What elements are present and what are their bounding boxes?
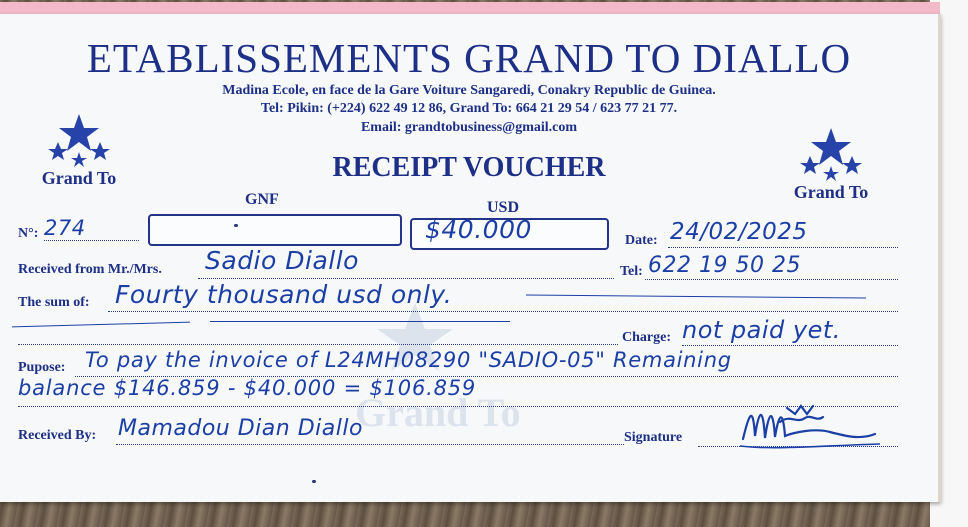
- received-from-label: Received from Mr./Mrs.: [18, 262, 162, 277]
- stars-logo-icon: [796, 126, 866, 182]
- date-value: 24/02/2025: [670, 219, 808, 245]
- sum-value: Fourty thousand usd only.: [115, 280, 453, 309]
- stars-logo-icon: [44, 112, 114, 168]
- logo-left-text: Grand To: [41, 168, 117, 188]
- logo-left: [14, 112, 144, 189]
- ink-speck: [234, 224, 238, 227]
- tel-value: 622 19 50 25: [648, 253, 801, 278]
- logo-right-text: Grand To: [793, 182, 869, 202]
- company-name: ETABLISSEMENTS GRAND TO DIALLO: [86, 35, 852, 81]
- purpose-label: Pupose:: [18, 360, 66, 375]
- date-dots: [668, 247, 898, 248]
- sum-label: The sum of:: [18, 295, 90, 310]
- charge-value: not paid yet.: [682, 316, 841, 344]
- received-by-dots: [116, 444, 624, 445]
- sum-dots: [108, 311, 898, 312]
- tel-dots: [645, 279, 898, 280]
- voucher-title: RECEIPT VOUCHER: [332, 152, 606, 183]
- charge-dots-left: [18, 344, 618, 345]
- signature-label: Signature: [624, 430, 683, 445]
- gnf-amount-box: [148, 214, 402, 246]
- number-dots: [44, 240, 139, 241]
- company-email: Email: grandtobusiness@gmail.com: [360, 120, 578, 135]
- received-from-value: Sadio Diallo: [205, 246, 359, 275]
- received-by-value: Mamadou Dian Diallo: [118, 416, 363, 441]
- signature-scribble: [735, 384, 885, 454]
- receipt-voucher: [0, 14, 941, 502]
- gnf-label: GNF: [245, 191, 279, 208]
- charge-dots: [682, 345, 898, 346]
- sum-pen-stroke: [210, 321, 510, 322]
- received-by-label: Received By:: [18, 428, 97, 443]
- tel-label: Tel:: [620, 264, 643, 279]
- received-from-dots: [198, 278, 614, 279]
- number-label: N°:: [18, 226, 39, 241]
- sum-pen-stroke: [12, 322, 190, 328]
- usd-amount-value: $40.000: [425, 215, 532, 244]
- sum-pen-stroke: [526, 295, 866, 299]
- usd-label: USD: [487, 199, 520, 216]
- logo-right: [766, 126, 896, 203]
- purpose-line1: To pay the invoice of L24MH08290 "SADIO-05" Remaining: [85, 348, 732, 372]
- ink-speck: [312, 480, 316, 483]
- charge-label: Charge:: [622, 330, 671, 345]
- company-phones: Tel: Pikin: (+224) 622 49 12 86, Grand To: 664 21 29 54 / 623 77 21 77.: [260, 101, 678, 116]
- date-label: Date:: [625, 233, 658, 248]
- number-value: 274: [44, 216, 86, 240]
- watermark-text: Grand To: [355, 390, 521, 435]
- company-address: Madina Ecole, en face de la Gare Voiture Sangaredi, Conakry Republic de Guinea.: [222, 83, 716, 98]
- purpose-line2: balance $146.859 - $40.000 = $106.859: [18, 376, 477, 400]
